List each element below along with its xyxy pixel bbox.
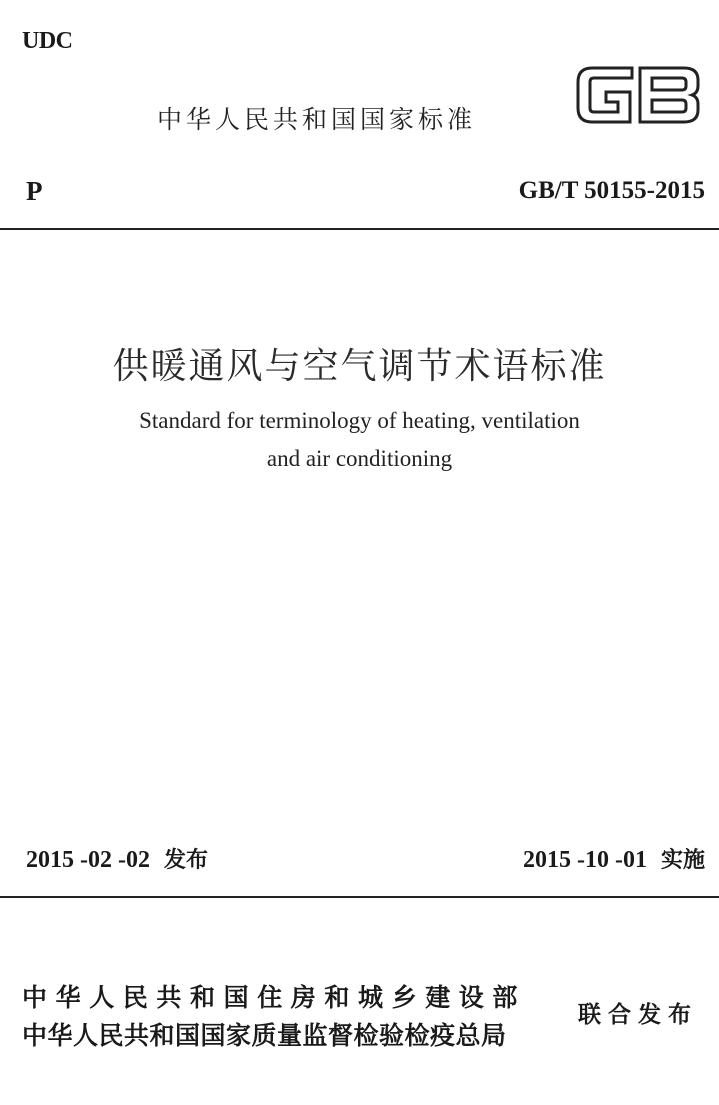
- udc-label: UDC: [22, 28, 73, 54]
- implement-label: 实施: [660, 848, 705, 873]
- implement-date: 2015 -10 -01: [523, 847, 647, 873]
- title-chinese: 供暖通风与空气调节术语标准: [112, 346, 607, 387]
- issue-date-row: [26, 843, 208, 874]
- joint-issue-label: 联合发布: [578, 1002, 698, 1028]
- category-code: P: [26, 176, 43, 206]
- title-english-line2: and air conditioning: [266, 446, 453, 471]
- gb-logo-icon: [572, 62, 704, 128]
- issuer-quality-supervision: 中华人民共和国国家质量监督检验检疫总局: [22, 1021, 507, 1050]
- top-divider: [0, 228, 719, 230]
- title-english: [0, 402, 719, 478]
- title-english-line1: Standard for terminology of heating, ventilation: [139, 408, 580, 433]
- national-standard-heading: 中华人民共和国国家标准: [157, 105, 477, 134]
- implement-date-row: [523, 843, 705, 874]
- bottom-divider: [0, 896, 719, 898]
- standard-number: GB/T 50155-2015: [518, 177, 705, 204]
- issue-date: 2015 -02 -02: [26, 847, 150, 873]
- issue-label: 发布: [163, 848, 208, 873]
- issuer-ministry-housing: 中华人民共和国住房和城乡建设部: [22, 983, 527, 1012]
